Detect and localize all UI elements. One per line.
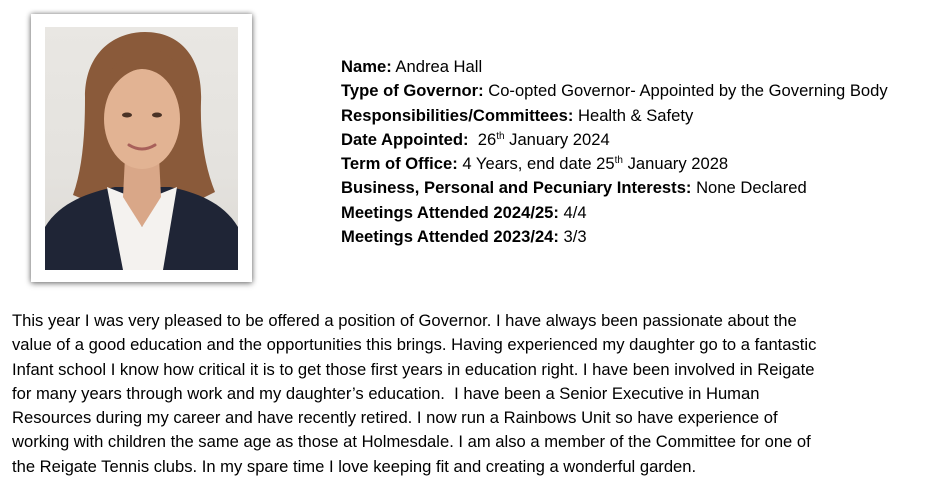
date-appointed-day: 26 [468,129,497,149]
term-suffix: th [614,155,623,167]
bio-line: for many years through work and my daughter’s education. I have been a Senior Executive in Human [12,383,760,403]
bio-line: value of a good education and the opportunities this brings. Having experienced my daughter go to a fantastic [12,335,817,355]
term-label: Term of Office: [341,154,458,174]
meetings-2024-label: Meetings Attended 2024/25: [341,202,559,222]
interests-row [341,176,888,200]
name-label: Name: [341,57,392,76]
meetings-2023-value: 3/3 [558,227,587,247]
type-value: Co-opted Governor- Appointed by the Governing Body [483,81,888,101]
type-row [341,79,888,103]
portrait-photo [45,27,238,270]
type-label: Type of Governor: [341,81,484,101]
bio-line: working with children the same age as those at Holmesdale. I am also a member of the Committee for one of [12,432,811,452]
meetings-2023-label: Meetings Attended 2023/24: [341,227,559,247]
meetings-2024-row [341,201,888,225]
name-value: Andrea Hall [391,57,483,76]
interests-value: None Declared [691,178,807,198]
biography [12,309,932,479]
interests-label: Business, Personal and Pecuniary Interests: [341,178,692,198]
term-rest: January 2028 [622,154,729,174]
meetings-2024-value: 4/4 [558,202,587,222]
date-appointed-suffix: th [496,130,505,142]
responsibilities-row [341,104,888,128]
date-appointed-row [341,128,888,152]
responsibilities-label: Responsibilities/Committees: [341,105,574,125]
date-appointed-label: Date Appointed: [341,129,469,149]
portrait-frame [31,14,252,282]
term-row [341,152,888,176]
term-value: 4 Years, end date 25 [457,154,615,174]
responsibilities-value: Health & Safety [573,105,694,125]
name-row [341,55,888,79]
bio-line: Resources during my career and have recently retired. I now run a Rainbows Unit so have experience of [12,408,778,428]
bio-line: the Reigate Tennis clubs. In my spare time I love keeping fit and creating a wonderful garden. [12,456,697,476]
governor-details [341,55,888,249]
bio-line: This year I was very pleased to be offered a position of Governor. I have always been passionate about the [12,311,797,330]
bio-line: Infant school I know how critical it is to get those first years in education right. I have been involved in Reigate [12,359,815,379]
meetings-2023-row [341,225,888,249]
date-appointed-rest: January 2024 [504,129,610,149]
